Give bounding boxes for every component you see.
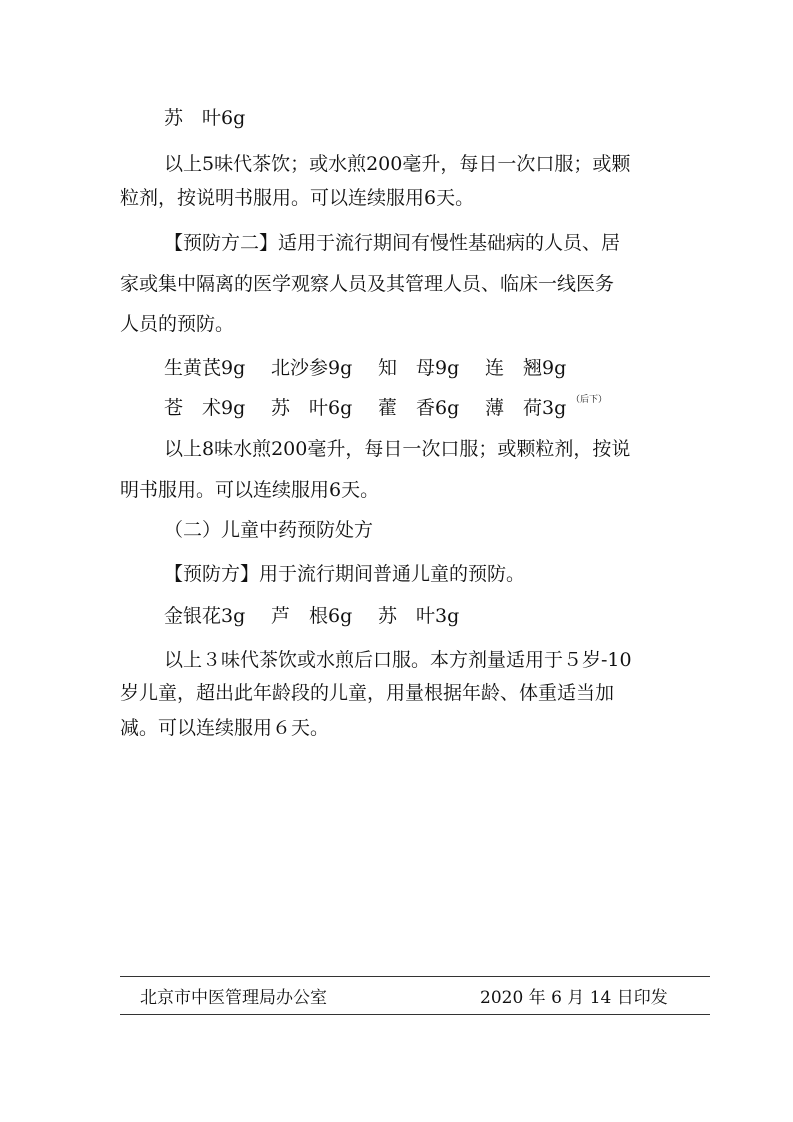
herb-huang-qi: 生黄芪9g: [164, 357, 246, 379]
footer-top-rule: [120, 976, 710, 977]
section2-usage-line2: 岁儿童，超出此年龄段的儿童，用量根据年龄、体重适当加: [120, 682, 615, 704]
formula1-usage-line2: 粒剂，按说明书服用。可以连续服用6天。: [120, 187, 475, 209]
section2-usage-line1: 以上３味代茶饮或水煎后口服。本方剂量适用于５岁-10: [164, 649, 632, 671]
herb-huo-xiang: 藿 香6g: [378, 397, 460, 419]
formula1-usage-line1: 以上5味代茶饮；或水煎200毫升，每日一次口服；或颗: [164, 153, 631, 175]
herb-su-ye-3: 苏 叶3g: [378, 605, 460, 627]
herb-zhi-mu: 知 母9g: [378, 357, 460, 379]
formula2-intro-line3: 人员的预防。: [120, 313, 235, 335]
formula2-usage-line1: 以上8味水煎200毫升，每日一次口服；或颗粒剂，按说: [164, 438, 631, 460]
footer-bottom-rule: [120, 1014, 710, 1015]
footer-date: 2020 年 6 月 14 日印发: [480, 988, 668, 1008]
herb-cang-zhu: 苍 术9g: [164, 397, 246, 419]
herb-su-ye: 苏 叶6g: [164, 107, 246, 129]
formula2-intro-line2: 家或集中隔离的医学观察人员及其管理人员、临床一线医务: [120, 273, 615, 295]
section2-usage-line3: 减。可以连续服用６天。: [120, 717, 330, 739]
herb-note-hou-xia: （后下）: [571, 395, 608, 405]
herb-lian-qiao: 连 翘9g: [485, 357, 567, 379]
herb-lu-gen: 芦 根6g: [271, 605, 353, 627]
herb-jin-yin-hua: 金银花3g: [164, 605, 246, 627]
formula2-usage-line2: 明书服用。可以连续服用6天。: [120, 479, 380, 501]
herb-bo-he: 薄 荷3g: [485, 397, 567, 419]
footer-office: 北京市中医管理局办公室: [140, 988, 327, 1008]
formula2-intro-line1: 【预防方二】适用于流行期间有慢性基础病的人员、居: [164, 232, 621, 254]
herb-su-ye-2: 苏 叶6g: [271, 397, 353, 419]
section2-intro: 【预防方】用于流行期间普通儿童的预防。: [164, 563, 526, 585]
section2-heading: （二）儿童中药预防处方: [164, 519, 374, 541]
herb-bei-sha-shen: 北沙参9g: [271, 357, 353, 379]
